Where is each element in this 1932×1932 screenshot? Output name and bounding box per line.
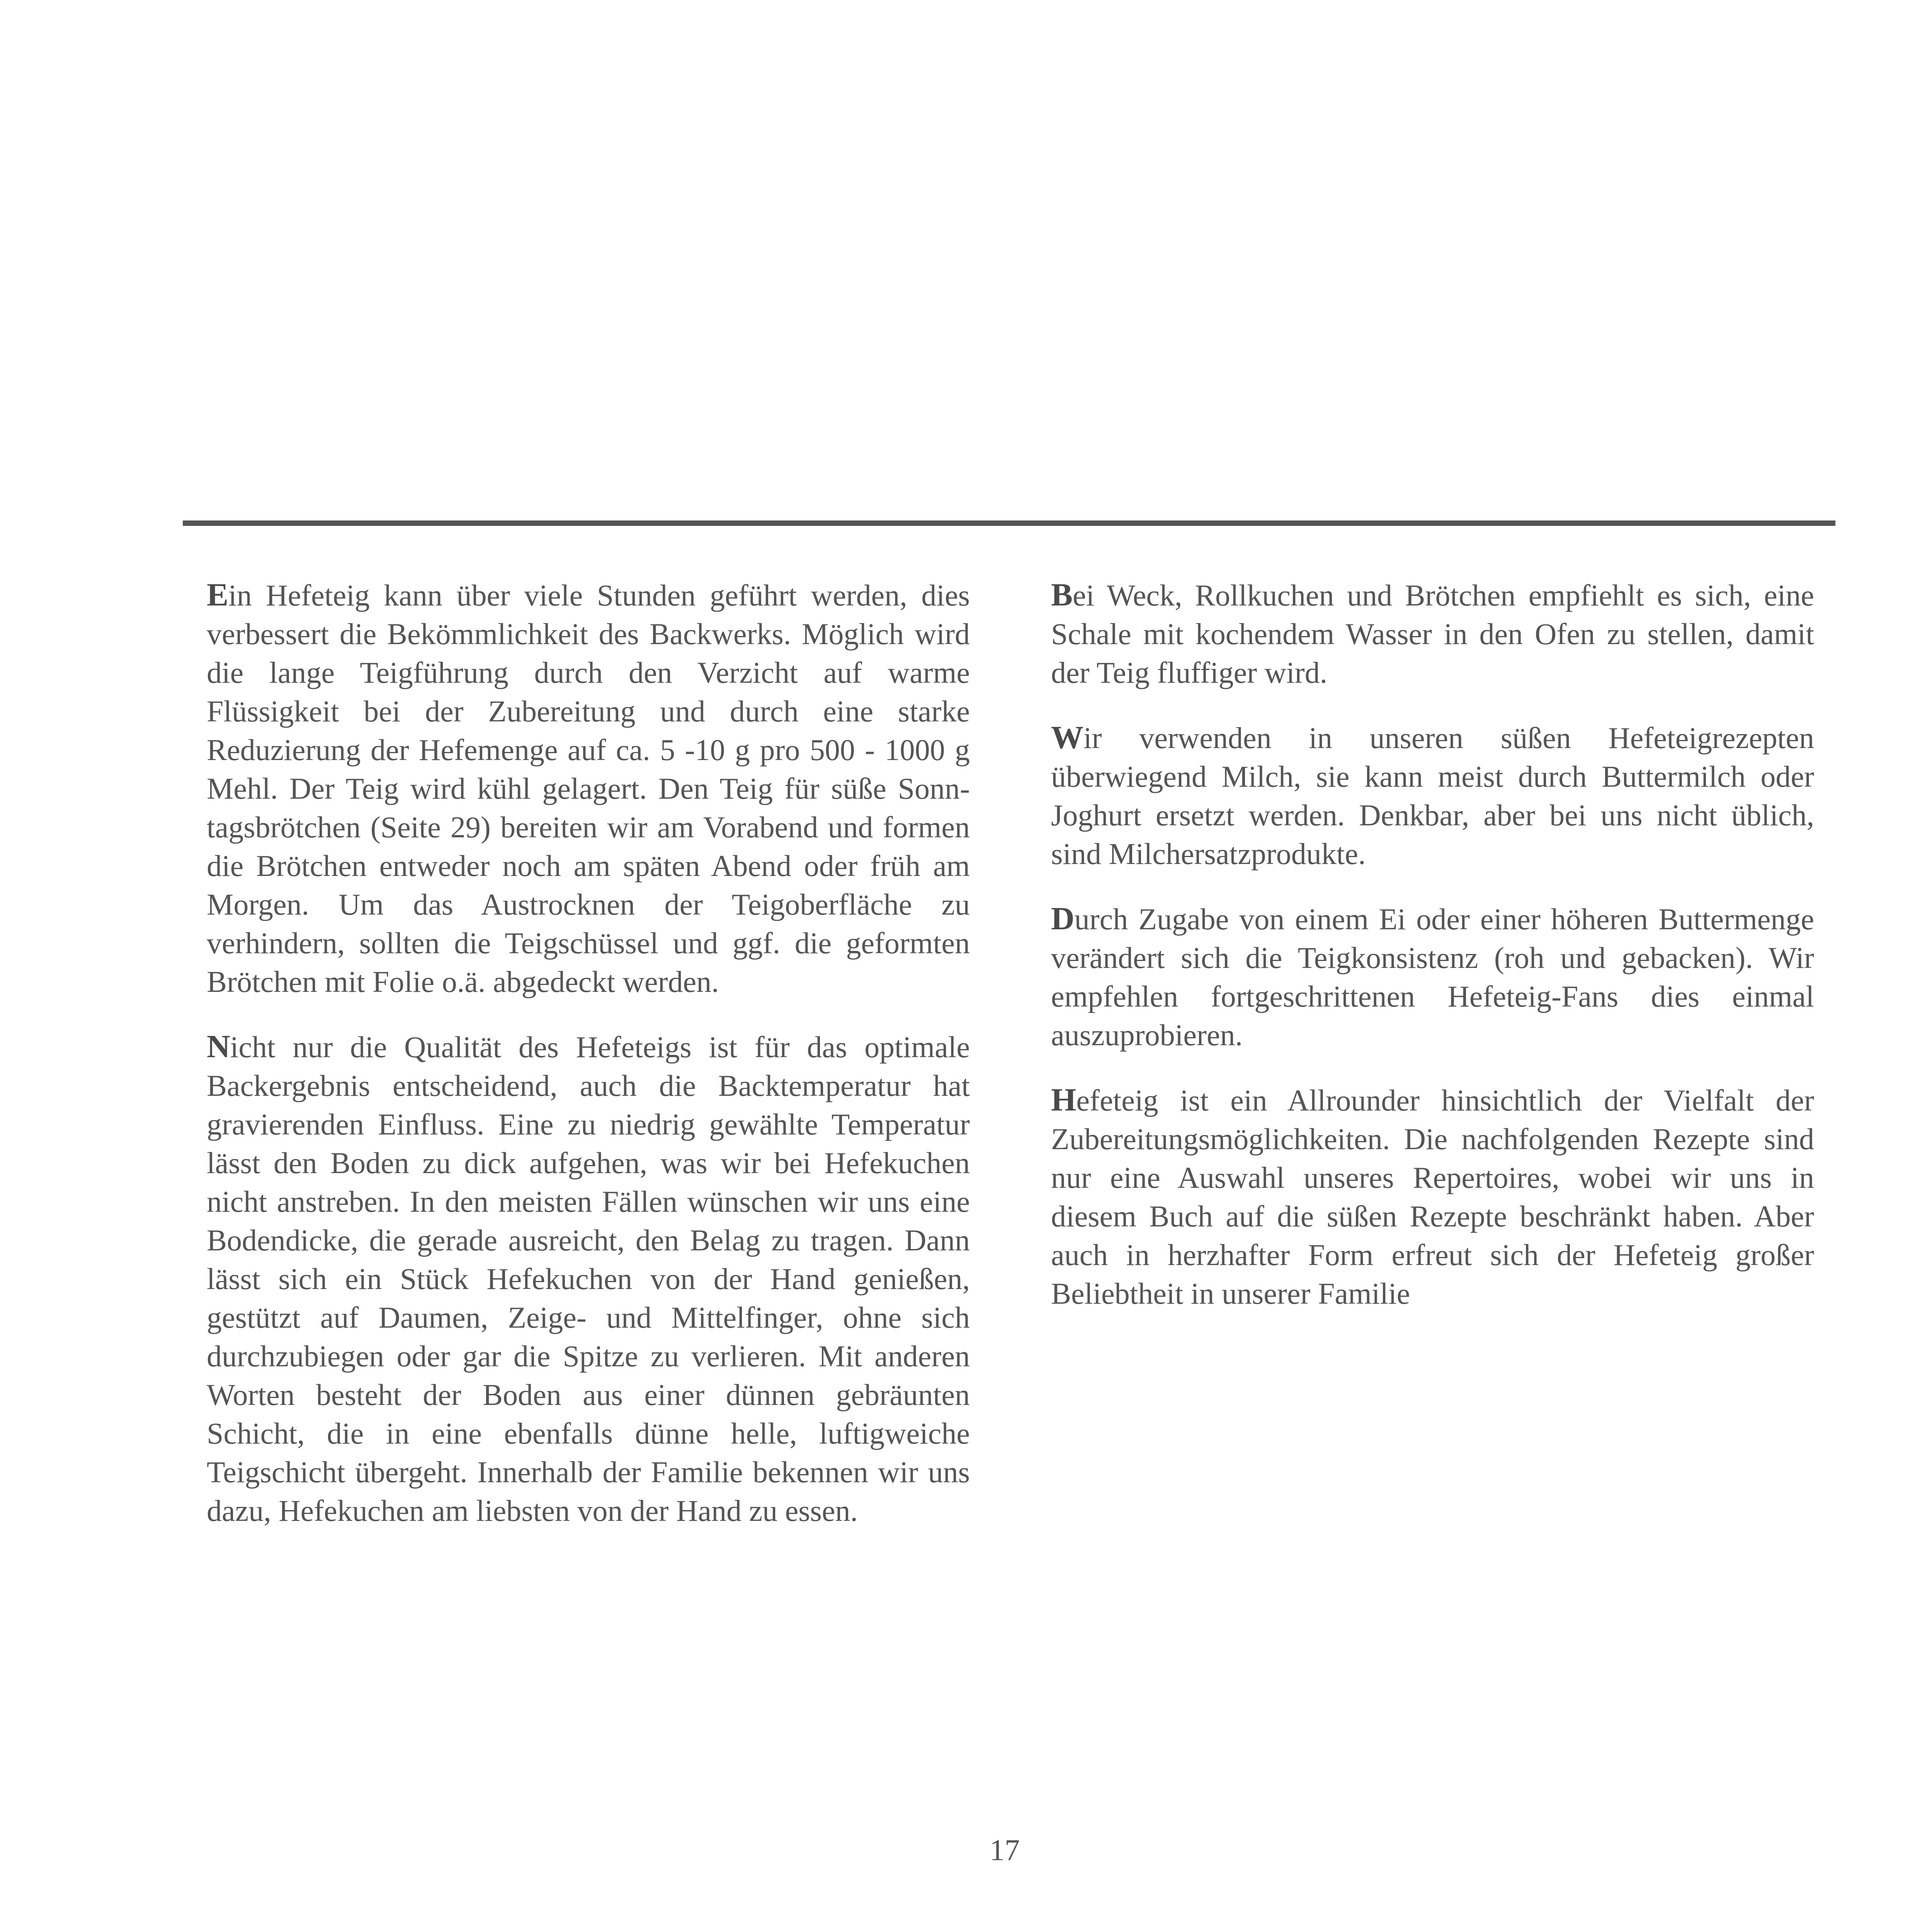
paragraph-initial: H (1051, 1082, 1077, 1118)
paragraph-initial: D (1051, 901, 1075, 937)
paragraph (207, 576, 970, 1001)
paragraph-text: urch Zugabe von einem Ei oder einer höheren Buttermenge verändert sich die Teigkonsistenz (roh und gebacken). Wir empfehlen fortgeschrittenen Hefeteig-Fans dies einmal auszuprobieren. (1051, 902, 1814, 1052)
paragraph (1051, 576, 1814, 692)
paragraph-initial: W (1051, 719, 1083, 755)
paragraph (1051, 900, 1814, 1054)
paragraph-text: ir verwenden in unseren süßen Hefeteigrezepten überwiegend Milch, sie kann meist durch Buttermilch oder Joghurt ersetzt werden. Denkbar, aber bei uns nicht üblich, sind Milchersatzprodukte. (1051, 721, 1814, 871)
left-column (207, 576, 970, 1556)
paragraph-initial: N (207, 1029, 230, 1065)
header-rule (183, 520, 1835, 526)
paragraph (1051, 1081, 1814, 1313)
paragraph-text: in Hefeteig kann über viele Stunden geführt werden, dies verbessert die Bekömmlichkeit des Backwerks. Möglich wird die lange Teigführung durch den Verzicht auf warme Flüssigkeit bei der Zubereitung und durch eine starke Reduzierung der Hefemenge auf ca. 5 -10 g pro 500 - 1000 g Mehl. Der Teig wird kühl gelagert. Den Teig für süße Sonntagsbrötchen (Seite 29) bereiten wir am Vorabend und formen die Brötchen entweder noch am späten Abend oder früh am Morgen. Um das Austrocknen der Teigoberfläche zu verhindern, sollten die Teigschüssel und ggf. die geformten Brötchen mit Folie o.ä. abgedeckt werden. (207, 578, 970, 998)
paragraph (1051, 718, 1814, 873)
right-column (1051, 576, 1814, 1339)
paragraph-initial: B (1051, 577, 1073, 613)
paragraph-text: icht nur die Qualität des Hefeteigs ist für das optimale Backergebnis entscheidend, auch die Backtemperatur hat gravierenden Einfluss. Eine zu niedrig gewählte Temperatur lässt den Boden zu dick aufgehen, was wir bei Hefekuchen nicht anstreben. In den meisten Fällen wünschen wir uns eine Bodendicke, die gerade ausreicht, den Belag zu tragen. Dann lässt sich ein Stück Hefekuchen von der Hand genießen, gestützt auf Daumen, Zeige- und Mittelfinger, ohne sich durchzubiegen oder gar die Spitze zu verlieren. Mit anderen Worten besteht der Boden aus einer dünnen gebräunten Schicht, die in eine ebenfalls dünne helle, luftigweiche Teigschicht übergeht. Innerhalb der Familie bekennen wir uns dazu, Hefekuchen am liebsten von der Hand zu essen. (207, 1030, 970, 1527)
paragraph (207, 1027, 970, 1530)
paragraph-text: ei Weck, Rollkuchen und Brötchen empfiehlt es sich, eine Schale mit kochendem Wasser in den Ofen zu stellen, damit der Teig fluffiger wird. (1051, 578, 1814, 689)
paragraph-initial: E (207, 577, 229, 613)
paragraph-text: efeteig ist ein Allrounder hinsichtlich der Vielfalt der Zubereitungsmöglichkeiten. Die nachfolgenden Rezepte sind nur eine Auswahl unseres Repertoires, wobei wir uns in diesem Buch auf die süßen Rezepte beschränkt haben. Aber auch in herzhafter Form erfreut sich der Hefeteig großer Beliebtheit in unserer Familie (1051, 1083, 1814, 1310)
page-number: 17 (990, 1833, 1020, 1867)
